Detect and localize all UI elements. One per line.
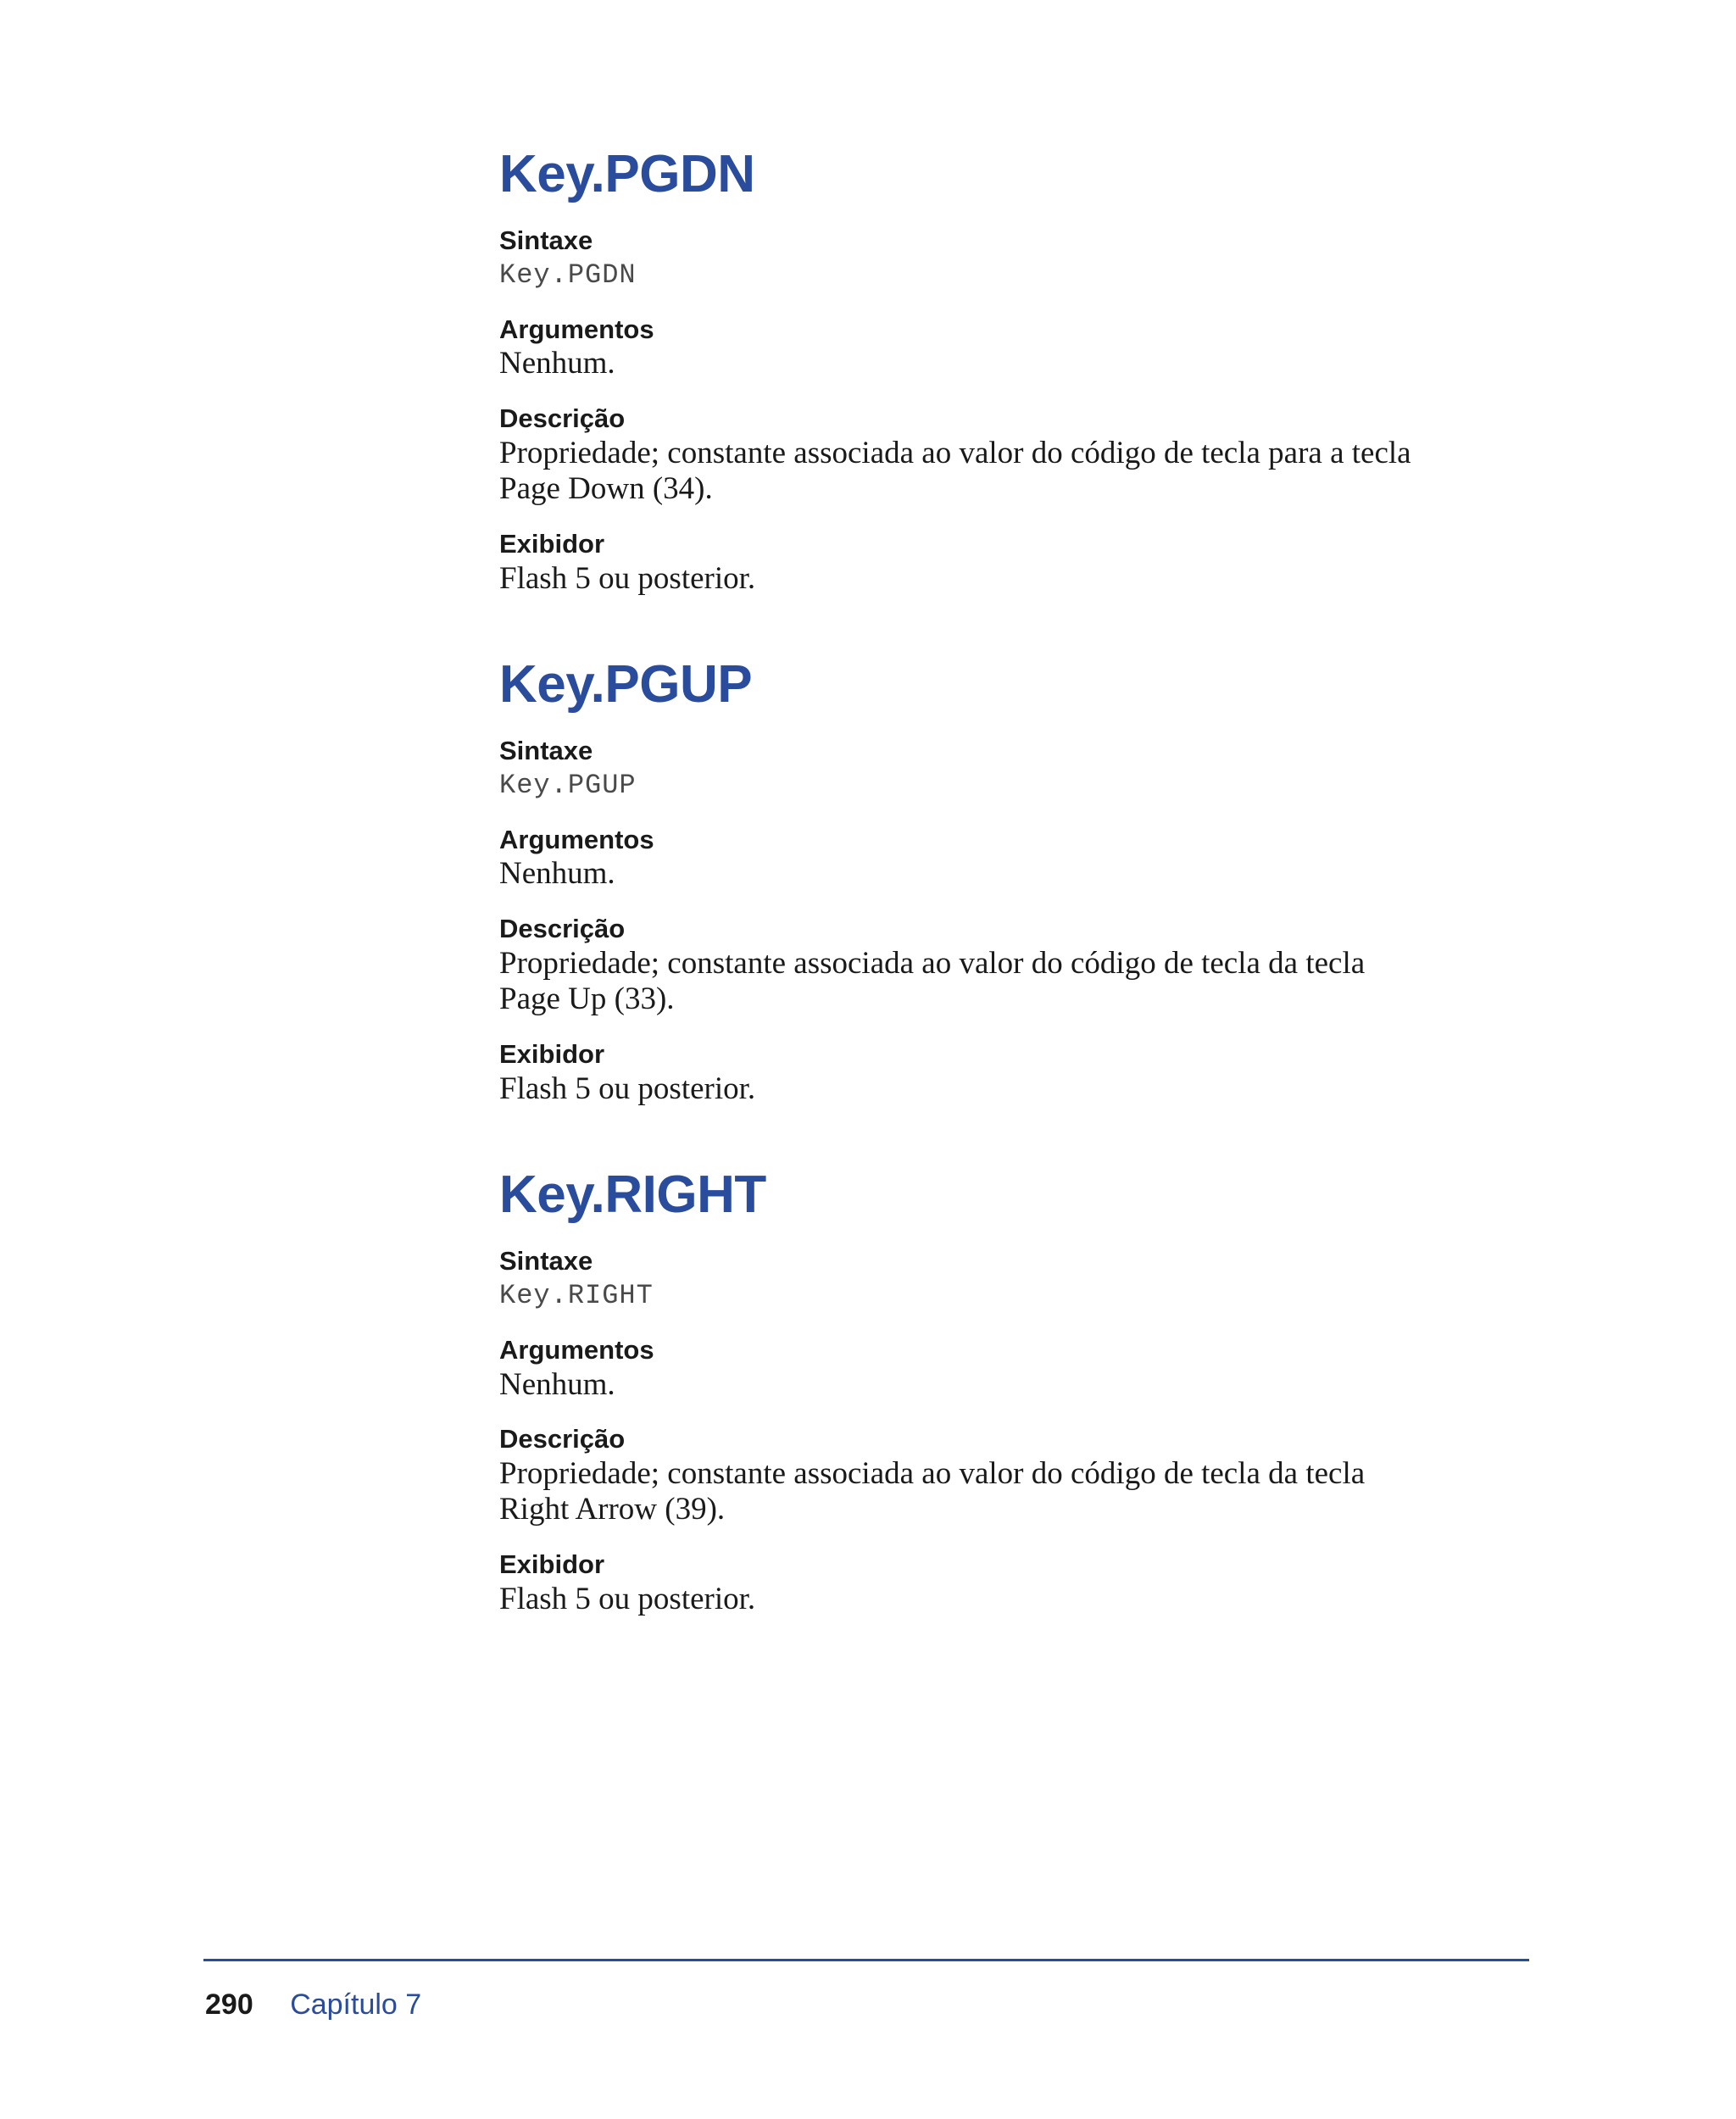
entry-title: Key.RIGHT [499,1165,766,1225]
page-content [499,144,1516,1675]
description-line-2: Page Up (33). [499,982,675,1017]
syntax-field [499,735,1516,803]
player-label: Exibidor [499,528,605,559]
syntax-label: Sintaxe [499,1246,593,1276]
syntax-code: Key.PGDN [499,259,637,292]
arguments-text: Nenhum. [499,346,615,381]
description-line-1: Propriedade; constante associada ao valor do código de tecla da tecla [499,945,1366,981]
description-line-1: Propriedade; constante associada ao valor do código de tecla da tecla [499,1455,1366,1491]
player-text: Flash 5 ou posterior. [499,1071,756,1106]
entry-key-pgup [499,654,1516,1107]
entry-key-pgdn [499,144,1516,597]
arguments-text: Nenhum. [499,856,615,892]
entry-title: Key.PGUP [499,655,753,715]
syntax-label: Sintaxe [499,736,593,766]
arguments-label: Argumentos [499,1334,654,1365]
description-label: Descrição [499,914,626,944]
entry-title: Key.PGDN [499,145,755,203]
footer-divider [203,1959,1529,1961]
syntax-field [499,225,1516,292]
syntax-label: Sintaxe [499,225,593,256]
player-label: Exibidor [499,1038,605,1069]
description-line-1: Propriedade; constante associada ao valor do código de tecla para a tecla [499,435,1411,470]
syntax-code: Key.RIGHT [499,1280,654,1312]
arguments-label: Argumentos [499,824,654,854]
description-field [499,913,1516,1018]
chapter-label: Capítulo 7 [290,1988,422,2021]
arguments-label: Argumentos [499,314,654,344]
entry-key-right [499,1165,1516,1617]
player-label: Exibidor [499,1549,605,1579]
syntax-field [499,1245,1516,1313]
page-number: 290 [205,1988,253,2021]
syntax-code: Key.PGUP [499,770,637,802]
arguments-field [499,824,1516,893]
description-label: Descrição [499,403,626,433]
description-line-2: Page Down (34). [499,471,713,507]
player-field [499,1549,1516,1617]
description-line-2: Right Arrow (39). [499,1492,726,1527]
player-field [499,1038,1516,1107]
description-field [499,1423,1516,1528]
player-field [499,528,1516,597]
player-text: Flash 5 ou posterior. [499,560,756,596]
player-text: Flash 5 ou posterior. [499,1581,756,1616]
arguments-field [499,314,1516,382]
description-field [499,403,1516,508]
arguments-field [499,1334,1516,1403]
description-label: Descrição [499,1424,626,1454]
arguments-text: Nenhum. [499,1366,615,1402]
page-footer [205,1990,421,2019]
